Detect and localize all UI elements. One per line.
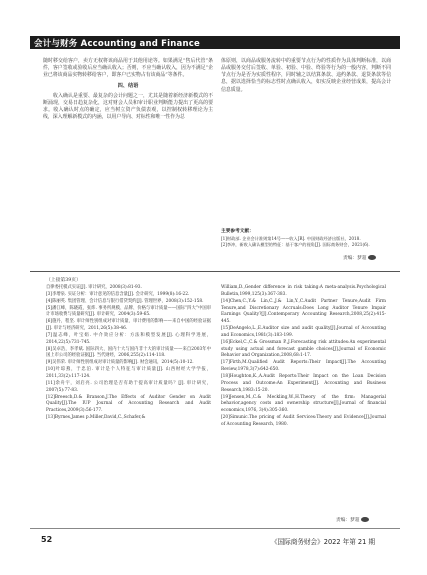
reference-item: [13]Byrnes,James p.Miller,David,C.,Schafer,& [46,415,146,421]
bottom-editor-credit [336,517,369,523]
reference-item: [14]Chen,C.,Y.& Lin,C.,J.& Lin,Y.,C.Audit Partner Tenure,Audit Firm Tenure,and Discretionary Accruals:Does Long Auditor Tenure Impair Earnings Quality?[J].Contemporary Accounting Research,2008,25(2):415-445. [221,298,386,325]
reference-item: [9]吴伟荣. 审计师性别组成对审计质量的影响[J]. 财会通讯，2014(5):10-12. [46,360,194,366]
editor-badge-icon [361,517,369,522]
editor-credit [343,255,376,261]
reference-item: [18]Houghton,K.,A.Audit Reports:Their Impact on the Loan Decision Process and Outcome:An Experiment[J]. Accounting and Business Research,1983:15-20. [221,373,386,393]
reference-item: [19]Jensen,M.,C.& Meckling,W.,H.Theory of the firm: Managerial behavior,agency costs and ownership structure[J].Journal of financial economics,1976, 3(4):305-360. [221,394,386,414]
reference-item: 自律委托模式实证[J]. 审计研究，2008(3):81-93. [46,285,142,290]
reference-item: [10]叶琼燕，于忠泊. 审计是个人特征与审计质量[J]. 山西财经大学学报，2011,33(2):117-124. [46,367,211,379]
reference-item: [12]Breesch,D.& Branson,J.The Effects of Auditor Gender on Audit Quality[J].The IUP Journal of Accounting Research and Audit Practices,2009(3):56-177. [46,394,211,414]
continuation-note: （上接第39页） [46,278,81,283]
page-number: 52 [41,535,53,544]
main-references [221,229,396,248]
reference-item: [11]余舟宇，刘启亮. 公司治理是否有助于提高审计质量吗？[J]. 审计研究，2007(5):77-83. [46,380,211,393]
reference-item: [6]施丹，程坚. 审计师性别组成对审计质量、审计费用的影响——来自中国的经验证据[J]. 审计与经济研究，2011,26(5):38-46. [46,319,211,332]
references-heading: 主要参考文献： [221,229,254,234]
reference-item: [3]李增泉. 实证分析：审计意见的信息含量[J]. 会计研究，1999(8):16-22. [46,291,190,297]
reference-item: [8]吴卓浩，李孝斌. 国际四大、国内十大与国内非十大的审计质量——来自2003年中国上市公司的经验证据[J]. 当代财经，2006,255(2):114-118. [46,346,211,359]
reference-item: [7]温志峰，叶宝娟. 中介效应分析：方法和模型发展[J]. 心理科学进展，2014,22(5):731-745. [46,332,211,345]
reference-item: [17]Firth,M.Qualified Audit Reports:Their Impact[J].The Accounting Review,1978,3(7):642-650. [221,360,386,373]
reference-item: [4]陈丽英. 集团管理、会计信息与银行借贷契约[J]. 管理世界，2008(3):152-158. [46,298,204,304]
body-paragraph: 体原则，以商品或服务流转中的重要节点行为的性质作为具体判断标准，以商品或服务交付后签收、单验、初验、中验、终验等行为的一般内容，判断不同节点行为是否为实质性程序，同时辅之以结算条款、违约条款、退货条款等信息，据以选择恰当的标志性时点确认收入，如实反映企业经营成果，提高会计信息质量。 [221,58,391,93]
body-paragraph: 随时移交给客户，卖方无权将该商品用于其他用途等。如果满足“售后代管”条件，客户签收或验收后应当确认收入；否则，不应当确认收入，因为不满足“企业已将该商品实物转移给客户，即客户已实物占有该商品”等条件。 [43,58,213,79]
journal-issue: 《国际商务财会》2022 年第 21 期 [271,538,375,546]
section-heading: 四、结语 [117,83,139,90]
reference-item: [2]李冲，新收入确认模型的特征：基于客户的视角[J]. 国际商务财会，2021(6). [221,242,370,247]
reference-item: [16]Eckel,C.,C.& Grossman P.,J.Forecasting risk attitudes:An experimental study using actual and forecast gamble choices[J].Journal of Economic Behavior and Organization,2008,68:1-17. [221,339,386,359]
editor-badge-icon [368,255,376,260]
reference-item: [20]Simunic.The pricing of Audit Services:Theory and Evidence[J].Journal of Accounting Research, 1980. [221,415,386,427]
right-text-column [221,58,391,94]
editor-name: 责编：梦超 [336,518,360,523]
reference-item: [5]潘江峰，陈晓霞，张炜. 事务所规模、品牌、价格与审计质量——国际“四大”中国审计市场收费与质量研究[J]. 审计研究，2004(3):59-65. [46,305,211,318]
reference-item: [1]财政部. 企业会计准则第14号——收入[R]. 中国财政经济出版社，2018. [221,236,361,241]
editor-name: 责编：梦超 [343,256,367,261]
section-header-title: 会计与财务 Accounting and Finance [34,39,200,49]
section-divider [30,271,400,272]
footer-rule [30,528,400,529]
conclusion-paragraph: 收入确认是重要、最复杂的会计问题之一，尤其是随着新经济新模式的不断涌现，交易日趋复杂化，这对财会人员和审计职业判断能力提出了更高的要求。收入确认时点的确定，应当树立资产负债表观，以控制权转移理论为主线，深入理解新模式的内涵，以用户导向、对标性和唯一性作为总 [43,92,213,121]
reference-item: William,D.,Gender difference in risk taking:A meta-analysis.Psychological Bulletin,1999,125(3):367-383. [221,285,386,297]
reference-list-right [221,285,386,429]
reference-item: [15]DeAngelo,L.,E.Auditor size and audit quality[J].Journal of Accounting and Economics,1981(3):183-199. [221,326,386,338]
left-text-column [43,58,213,121]
reference-list-left [46,285,211,422]
